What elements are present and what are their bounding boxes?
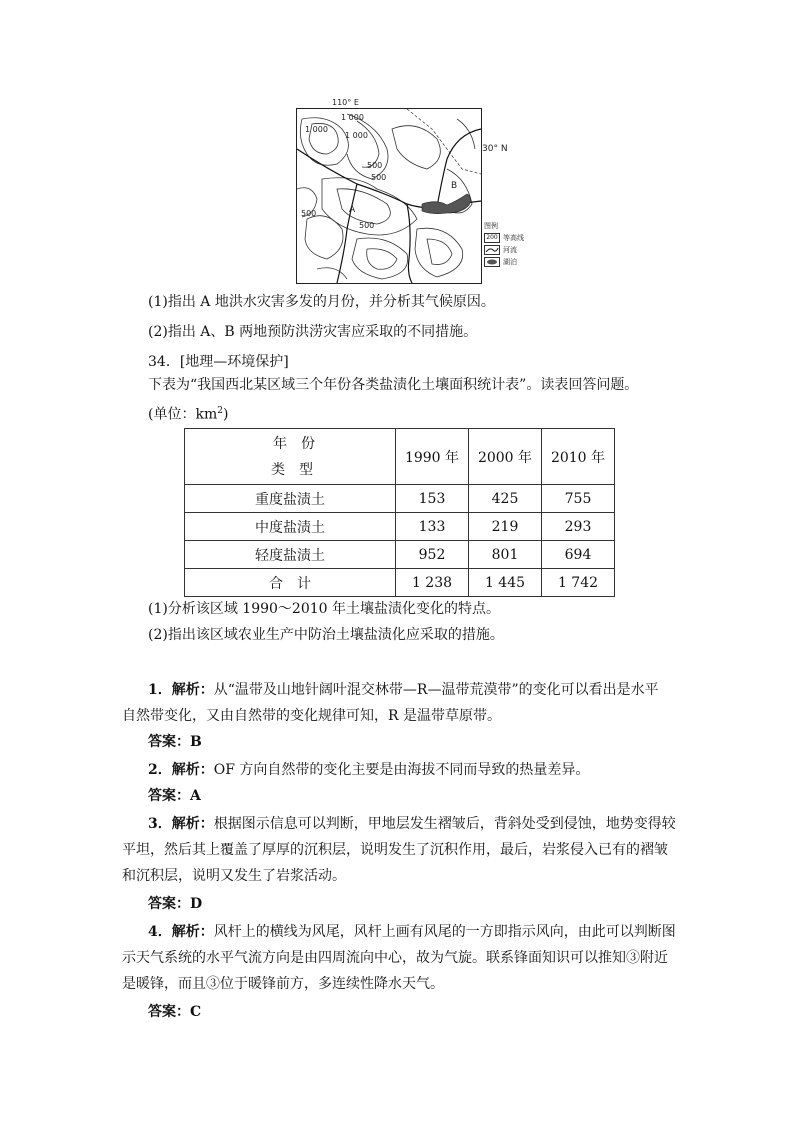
answer-4-result: 答案：C <box>148 1004 202 1020</box>
row-type: 轻度盐渍土 <box>185 541 396 569</box>
answer-2-line-1: 2．解析：OF 方向自然带的变化主要是由海拔不同而导致的热量差异。 <box>148 762 590 778</box>
answer-4-line-2: 示天气系统的水平气流方向是由四周流向中心，故为气旋。联系锋面知识可以推知③附近 <box>122 950 668 966</box>
latitude-label: 30° N <box>482 144 508 154</box>
point-b-label: B <box>451 181 458 191</box>
map-legend <box>484 220 524 268</box>
header-type: 类 型 <box>271 462 313 478</box>
saline-soil-table <box>184 428 615 597</box>
cell: 952 <box>396 541 469 569</box>
answer-3-line-3: 和沉积层，说明又发生了岩浆活动。 <box>122 868 346 884</box>
contour-label: 500 <box>301 209 317 218</box>
lake-legend-icon <box>484 257 500 267</box>
header-year: 年 份 <box>273 436 315 452</box>
topographic-map <box>296 108 482 284</box>
cell: 801 <box>469 541 542 569</box>
table-row <box>185 485 615 513</box>
answer-1-line-2: 自然带变化，又由自然带的变化规律可知，R 是温带草原带。 <box>122 708 501 724</box>
row-type: 合 计 <box>185 569 396 597</box>
contour-label: 500 <box>367 161 383 170</box>
cell: 425 <box>469 485 542 513</box>
river-legend-icon <box>484 245 500 255</box>
contour-label: 1 000 <box>305 125 328 134</box>
answer-4-line-1: 4．解析：风杆上的横线为风尾，风杆上画有风尾的一方即指示风向，由此可以判断图 <box>148 924 676 940</box>
legend-label: 河流 <box>503 246 517 254</box>
longitude-label: 110° E <box>332 98 359 107</box>
answer-3-line-2: 平坦，然后其上覆盖了厚厚的沉积层，说明发生了沉积作用，最后，岩浆侵入已有的褶皱 <box>122 842 668 858</box>
point-a-label: A <box>349 205 356 215</box>
table-row <box>185 541 615 569</box>
answer-3-line-1: 3．解析：根据图示信息可以判断，甲地层发生褶皱后，背斜处受到侵蚀，地势变得较 <box>148 816 676 832</box>
question-34-2: (2)指出该区域农业生产中防治土壤盐渍化应采取的措施。 <box>148 627 504 643</box>
contour-label: 500 <box>371 173 387 182</box>
legend-item-contour <box>484 232 524 244</box>
cell: 153 <box>396 485 469 513</box>
cell: 1 445 <box>469 569 542 597</box>
contour-label: 1 000 <box>341 113 364 122</box>
legend-label: 湖泊 <box>503 258 517 266</box>
column-header: 2010 年 <box>542 429 615 485</box>
cell: 1 238 <box>396 569 469 597</box>
answer-1-result: 答案：B <box>148 734 202 750</box>
table-row-total <box>185 569 615 597</box>
question-1: (1)指出 A 地洪水灾害多发的月份，并分析其气候原因。 <box>148 294 495 310</box>
column-header: 1990 年 <box>396 429 469 485</box>
contour-legend-icon: 200 <box>484 233 500 243</box>
table-corner-header <box>185 429 396 485</box>
cell: 133 <box>396 513 469 541</box>
cell: 755 <box>542 485 615 513</box>
question-34-header: 34．[地理—环境保护] <box>148 354 289 370</box>
legend-title: 图例 <box>484 222 498 230</box>
legend-item-river <box>484 244 524 256</box>
contour-label: 1 000 <box>345 131 368 140</box>
row-type: 重度盐渍土 <box>185 485 396 513</box>
column-header: 2000 年 <box>469 429 542 485</box>
cell: 1 742 <box>542 569 615 597</box>
question-34-1: (1)分析该区域 1990～2010 年土壤盐渍化变化的特点。 <box>148 601 500 617</box>
legend-item-lake <box>484 256 524 268</box>
contour-label: 500 <box>359 221 375 230</box>
cell: 694 <box>542 541 615 569</box>
unit-label: (单位：$km^2$) <box>148 406 229 423</box>
table-row <box>185 513 615 541</box>
row-type: 中度盐渍土 <box>185 513 396 541</box>
answer-2-result: 答案：A <box>148 788 201 804</box>
answer-3-result: 答案：D <box>148 896 203 912</box>
cell: 219 <box>469 513 542 541</box>
contour-map-graphic <box>297 109 481 283</box>
question-2: (2)指出 A、B 两地预防洪涝灾害应采取的不同措施。 <box>148 324 478 340</box>
answer-1-line-1: 1．解析：从“温带及山地针阔叶混交林带—R—温带荒漠带”的变化可以看出是水平 <box>148 682 659 698</box>
question-34-intro: 下表为“我国西北某区域三个年份各类盐渍化土壤面积统计表”。读表回答问题。 <box>148 377 639 393</box>
cell: 293 <box>542 513 615 541</box>
legend-label: 等高线 <box>503 234 524 242</box>
table-header-row <box>185 429 615 485</box>
answer-4-line-3: 是暖锋，而且③位于暖锋前方，多连续性降水天气。 <box>122 976 444 992</box>
